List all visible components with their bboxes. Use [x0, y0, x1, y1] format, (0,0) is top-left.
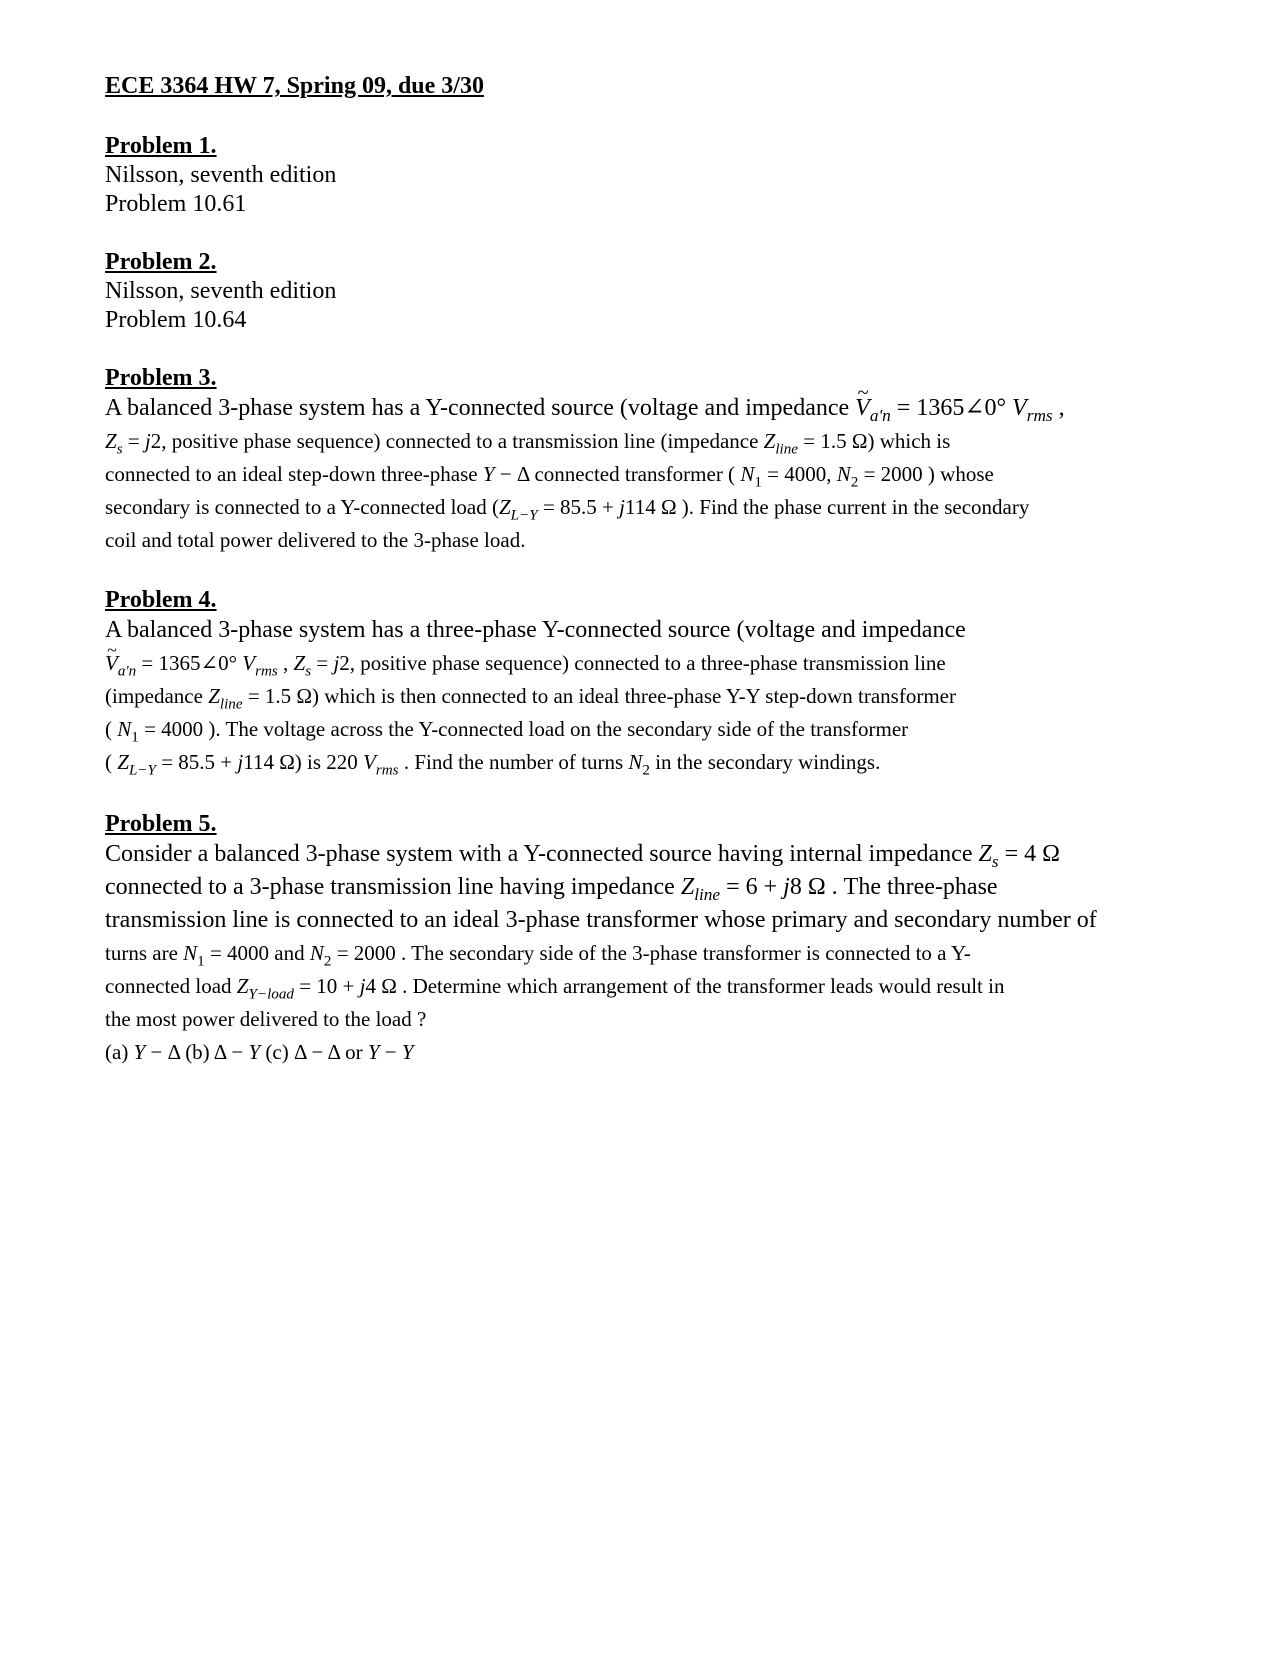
problem-text-line: Problem 10.64 — [105, 307, 247, 333]
problem-2 — [105, 248, 1205, 335]
problem-heading: Problem 3. — [105, 365, 217, 391]
problem-text-line: $Z_s = j2$, positive phase sequence) connected to a transmission line (impedance $Z_{line} = 1.5$ Ω) which is — [105, 429, 951, 458]
problem-text-line: (a) Y − Δ (b) Δ − Y (c) Δ − Δ or Y − Y — [105, 1040, 414, 1064]
problem-text-line: connected load $Z_{Y-load} = 10 + j4$ Ω . Determine which arrangement of the transformer leads would result in — [105, 974, 1005, 1003]
problem-heading: Problem 4. — [105, 587, 217, 613]
problem-text-line: Problem 10.61 — [105, 191, 247, 217]
problem-text-line: Nilsson, seventh edition — [105, 278, 337, 304]
document-title: ECE 3364 HW 7, Spring 09, due 3/30 — [105, 73, 484, 99]
problem-text-line: (impedance $Z_{line} = 1.5$ Ω) which is then connected to an ideal three-phase Y-Y step-down transformer — [105, 684, 956, 713]
problem-heading: Problem 2. — [105, 249, 217, 275]
problem-1 — [105, 132, 1205, 219]
problem-text-line: transmission line is connected to an ideal 3-phase transformer whose primary and secondary number of — [105, 907, 1097, 933]
problem-text-line: ~ $V_{a'n}$ = 1365∠0° $V_{rms}$ , $Z_s = j2$, positive phase sequence) connected to a three-phase transmission line — [105, 648, 1205, 681]
problem-text-line: ( $Z_{L-Y} = 85.5 + j114$ Ω) is 220 $V_{rms}$ . Find the number of turns $N_2$ in the secondary windings. — [105, 750, 881, 779]
problem-text-line: coil and total power delivered to the 3-phase load. — [105, 528, 526, 552]
problem-text-line: connected to an ideal step-down three-phase Y − Δ connected transformer ( $N_1 = 4000$, $N_2 = 2000$ ) whose — [105, 462, 994, 491]
problem-text-line: secondary is connected to a Y-connected load ($Z_{L-Y} = 85.5 + j114$ Ω ). Find the phase current in the secondary — [105, 495, 1030, 524]
problem-text-line: A balanced 3-phase system has a Y-connected source (voltage and impedance ~ $V_{a'n}$ = 1365∠0° $V_{rms}$ , — [105, 393, 1205, 426]
problem-text-line: Consider a balanced 3-phase system with a Y-connected source having internal impedance $Z_s = 4$ Ω — [105, 841, 1060, 872]
problem-text-line: connected to a 3-phase transmission line having impedance $Z_{line} = 6 + j8$ Ω . The three-phase — [105, 874, 998, 905]
problem-3 — [105, 364, 1205, 558]
problem-heading: Problem 5. — [105, 811, 217, 837]
problem-5 — [105, 810, 1205, 1070]
problem-text-line: the most power delivered to the load ? — [105, 1007, 427, 1031]
problem-4 — [105, 586, 1205, 780]
problem-text-line: turns are $N_1 = 4000$ and $N_2 = 2000$ . The secondary side of the 3-phase transformer is connected to a Y- — [105, 941, 971, 970]
problem-text-line: Nilsson, seventh edition — [105, 162, 337, 188]
problem-text-line: A balanced 3-phase system has a three-phase Y-connected source (voltage and impedance — [105, 617, 966, 643]
problem-text-line: ( $N_1 = 4000$ ). The voltage across the Y-connected load on the secondary side of the transformer — [105, 717, 909, 746]
problem-heading: Problem 1. — [105, 133, 217, 159]
